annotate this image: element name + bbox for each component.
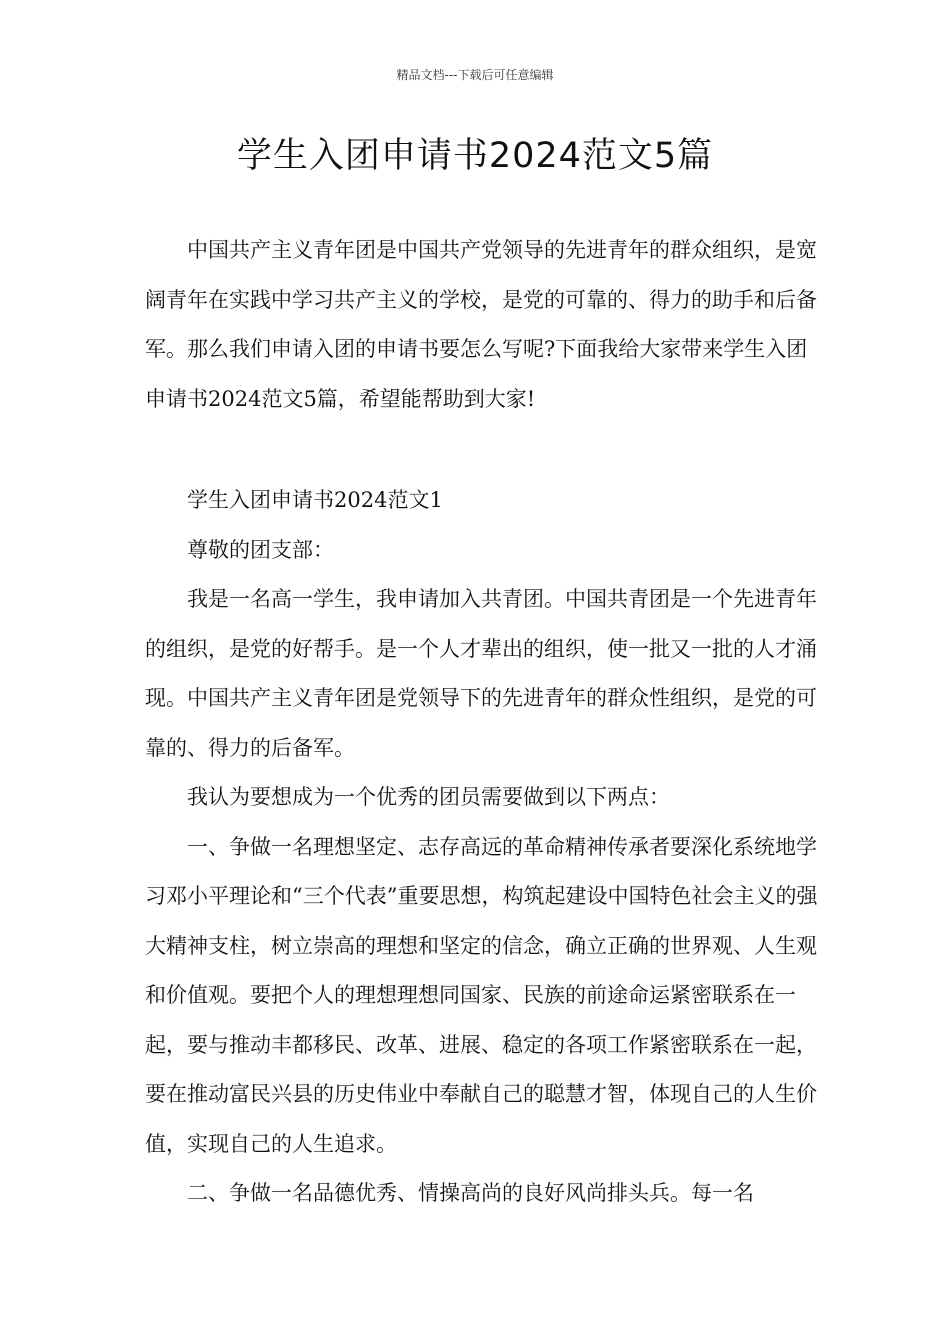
body-paragraph: 二、争做一名品德优秀、情操高尚的良好风尚排头兵。每一名 [187,1181,754,1205]
document-title: 学生入团申请书2024范文5篇 [236,136,714,176]
intro-paragraph: 中国共产主义青年团是中国共产党领导的先进青年的群众组织，是宽阔青年在实践中学习共产主义的学校，是党的可靠的、得力的助手和后备军。那么我们申请入团的申请书要怎么写呢?下面我给大家带来学生入团申请书2024范文5篇，希望能帮助到大家! [145,238,817,411]
intro-section [145,226,825,424]
letter-section [145,476,825,1219]
body-paragraph: 一、争做一名理想坚定、志存高远的革命精神传承者要深化系统地学习邓小平理论和“三个代表”重要思想，构筑起建设中国特色社会主义的强大精神支柱，树立崇高的理想和坚定的信念，确立正确的世界观、人生观和价值观。要把个人的理想理想同国家、民族的前途命运紧密联系在一起，要与推动丰都移民、改革、进展、稳定的各项工作紧密联系在一起，要在推动富民兴县的历史伟业中奉献自己的聪慧才智，体现自己的人生价值，实现自己的人生追求。 [145,834,818,1156]
body-paragraph: 我是一名高一学生，我申请加入共青团。中国共青团是一个先进青年的组织，是党的好帮手。是一个人才辈出的组织，使一批又一批的人才涌现。中国共产主义青年团是党领导下的先进青年的群众性组织，是党的可靠的、得力的后备军。 [145,587,817,760]
body-paragraph: 我认为要想成为一个优秀的团员需要做到以下两点： [187,785,670,809]
header-note: 精品文档---下载后可任意编辑 [396,68,554,82]
salutation: 尊敬的团支部： [187,537,334,562]
section-title: 学生入团申请书2024范文1 [187,488,443,512]
